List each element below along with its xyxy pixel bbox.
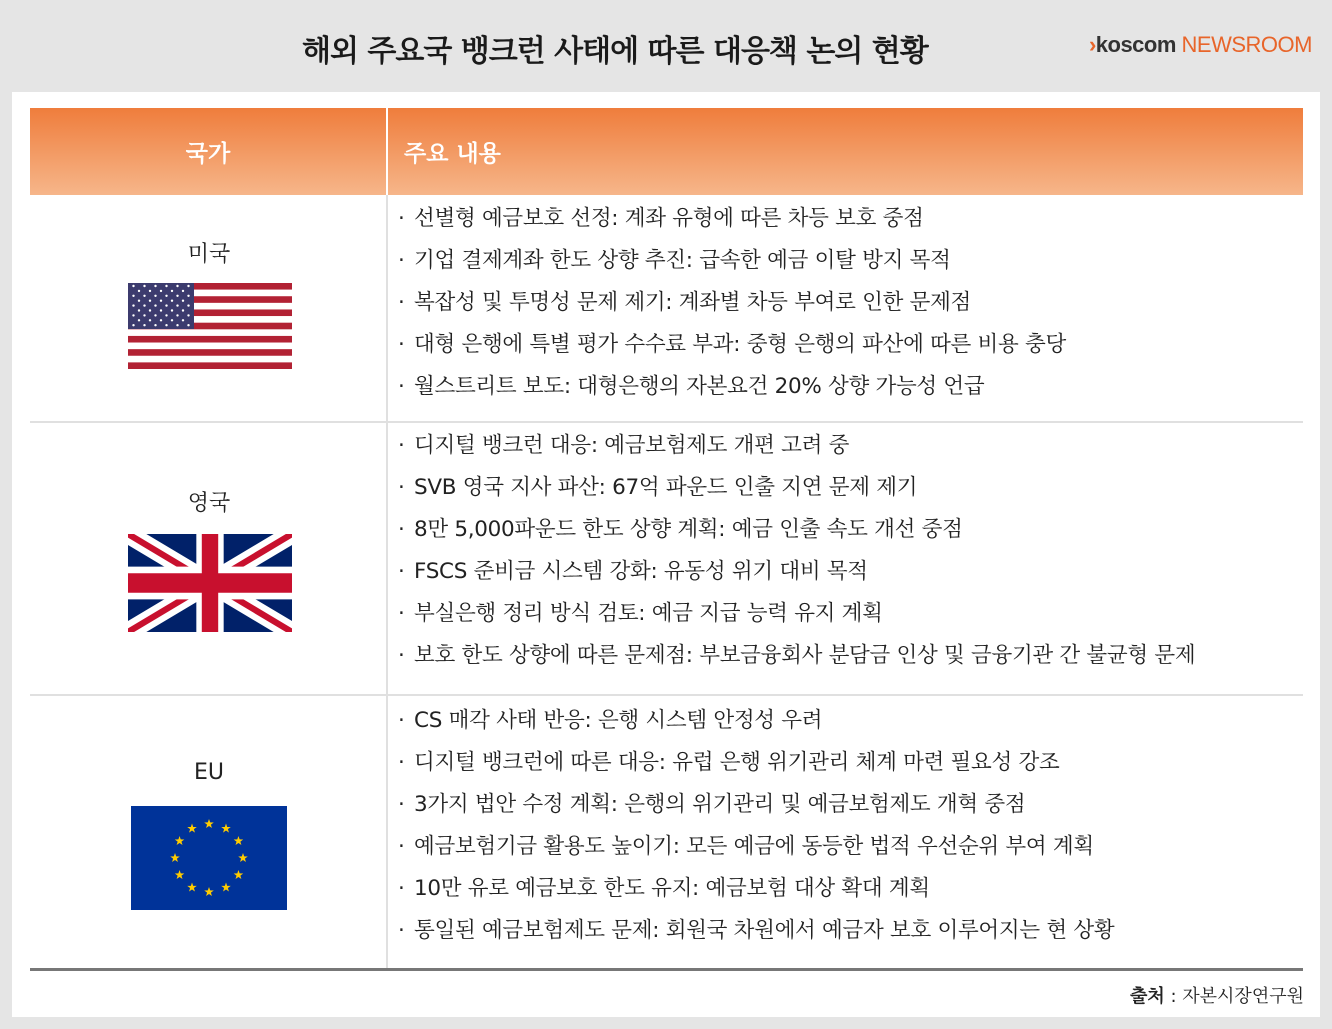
list-item: · 복잡성 및 투명성 문제 제기: 계좌별 차등 부여로 인한 문제점 bbox=[398, 290, 972, 315]
us-flag-icon bbox=[128, 283, 292, 369]
list-item: · 10만 유로 예금보호 한도 유지: 예금보험 대상 확대 계획 bbox=[398, 876, 930, 901]
content-cell bbox=[388, 696, 1303, 968]
table-card bbox=[12, 92, 1320, 1017]
column-header-country: 국가 bbox=[30, 108, 388, 195]
list-item: · 예금보험기금 활용도 높이기: 모든 예금에 동등한 법적 우선순위 부여 계획 bbox=[398, 834, 1094, 859]
koscom-logo bbox=[1089, 32, 1312, 58]
column-header-content: 주요 내용 bbox=[404, 141, 501, 167]
list-item: · 디지털 뱅크런에 따른 대응: 유럽 은행 위기관리 체계 마련 필요성 강조 bbox=[398, 750, 1060, 775]
country-name: 영국 bbox=[187, 491, 231, 516]
content-cell bbox=[388, 195, 1303, 421]
chevron-right-icon: › bbox=[1088, 32, 1096, 57]
list-item: · SVB 영국 지사 파산: 67억 파운드 인출 지연 문제 제기 bbox=[398, 475, 918, 500]
list-item: · 8만 5,000파운드 한도 상향 계획: 예금 인출 속도 개선 중점 bbox=[398, 517, 963, 542]
logo-suffix: NEWSROOM bbox=[1181, 32, 1312, 57]
page-title: 해외 주요국 뱅크런 사태에 따른 대응책 논의 현황 bbox=[302, 34, 928, 69]
logo-brand: koscom bbox=[1095, 32, 1176, 57]
eu-flag-icon bbox=[131, 806, 287, 910]
table-row-uk bbox=[30, 423, 1303, 696]
list-item: · 디지털 뱅크런 대응: 예금보험제도 개편 고려 중 bbox=[398, 433, 850, 458]
country-cell bbox=[30, 423, 388, 694]
country-cell bbox=[30, 195, 388, 421]
list-item: · 월스트리트 보도: 대형은행의 자본요건 20% 상향 가능성 언급 bbox=[398, 374, 985, 399]
list-item: · 통일된 예금보험제도 문제: 회원국 차원에서 예금자 보호 이루어지는 현 상황 bbox=[398, 918, 1115, 943]
list-item: · FSCS 준비금 시스템 강화: 유동성 위기 대비 목적 bbox=[398, 559, 868, 584]
source-credit: 출처 : 자본시장연구원 bbox=[1129, 986, 1304, 1007]
country-name: 미국 bbox=[187, 242, 231, 267]
list-item: · 부실은행 정리 방식 검토: 예금 지급 능력 유지 계획 bbox=[398, 601, 883, 626]
list-item: · 기업 결제계좌 한도 상향 추진: 급속한 예금 이탈 방지 목적 bbox=[398, 248, 951, 273]
country-name: EU bbox=[193, 760, 224, 785]
list-item: · CS 매각 사태 반응: 은행 시스템 안정성 우려 bbox=[398, 708, 823, 733]
page-header bbox=[0, 0, 1332, 92]
list-item: · 3가지 법안 수정 계획: 은행의 위기관리 및 예금보험제도 개혁 중점 bbox=[398, 792, 1026, 817]
table-header bbox=[30, 108, 1303, 195]
table-row-eu bbox=[30, 696, 1303, 971]
table-row-us bbox=[30, 195, 1303, 423]
content-cell bbox=[388, 423, 1303, 694]
country-cell bbox=[30, 696, 388, 968]
list-item: · 보호 한도 상향에 따른 문제점: 부보금융회사 분담금 인상 및 금융기관 간 불균형 문제 bbox=[398, 643, 1196, 668]
list-item: · 선별형 예금보호 선정: 계좌 유형에 따른 차등 보호 중점 bbox=[398, 206, 924, 231]
uk-flag-icon bbox=[128, 534, 292, 632]
list-item: · 대형 은행에 특별 평가 수수료 부과: 중형 은행의 파산에 따른 비용 충당 bbox=[398, 332, 1066, 357]
